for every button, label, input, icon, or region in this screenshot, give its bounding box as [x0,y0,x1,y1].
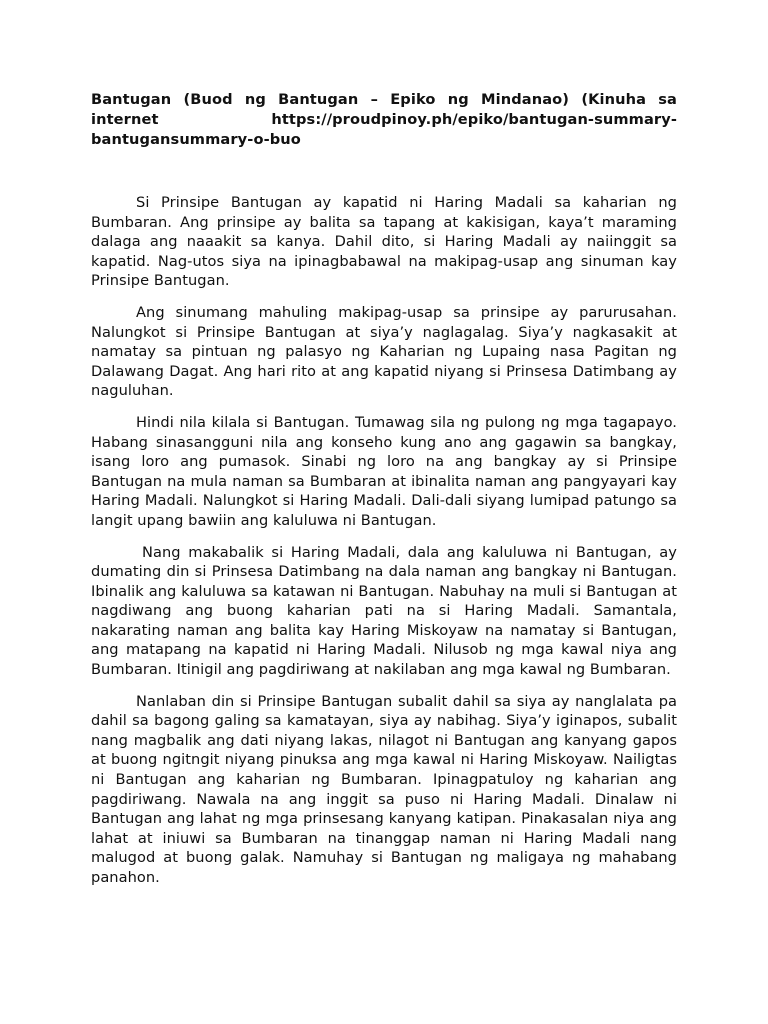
paragraph-2: Ang sinumang mahuling makipag-usap sa prinsipe ay parurusahan. Nalungkot si Prinsipe Bantugan at siya’y naglagalag. Siya’y nagkasakit at namatay sa pintuan ng palasyo ng Kaharian ng Lupaing nasa Pagitan ng Dalawang Dagat. Ang hari rito at ang kapatid niyang si Prinsesa Datimbang ay naguluhan. [91,303,677,400]
document-title: Bantugan (Buod ng Bantugan – Epiko ng Mindanao) (Kinuha sa internet https://proudpinoy.ph/epiko/bantugan-summary-bantugansummary-o-buo [91,91,677,148]
paragraph-1: Si Prinsipe Bantugan ay kapatid ni Haring Madali sa kaharian ng Bumbaran. Ang prinsipe ay balita sa tapang at kakisigan, kaya’t maraming dalaga ang naaakit sa kanya. Dahil dito, si Haring Madali ay naiinggit sa kapatid. Nag-utos siya na ipinagbabawal na makipag-usap ang sinuman kay Prinsipe Bantugan. [91,194,677,290]
document-body [91,193,677,888]
paragraph-3: Hindi nila kilala si Bantugan. Tumawag sila ng pulong ng mga tagapayo. Habang sinasangguni nila ang konseho kung ano ang gagawin sa bangkay, isang loro ang pumasok. Sinabi ng loro na ang bangkay ay si Prinsipe Bantugan na mula naman sa Bumbaran at ibinalita naman ang pangyayari kay Haring Madali. Nalungkot si Haring Madali. Dali-dali siyang lumipad patungo sa langit upang bawiin ang kaluluwa ni Bantugan. [91,413,677,529]
paragraph-4: Nang makabalik si Haring Madali, dala ang kaluluwa ni Bantugan, ay dumating din si Prinsesa Datimbang na dala naman ang bangkay ni Bantugan. Ibinalik ang kaluluwa sa katawan ni Bantugan. Nabuhay na muli si Bantugan at nagdiwang ang buong kaharian pati na si Haring Madali. Samantala, nakarating naman ang balita kay Haring Miskoyaw na namatay si Bantugan, ang matapang na kapatid ni Haring Madali. Nilusob ng mga kawal niya ang Bumbaran. Itinigil ang pagdiriwang at nakilaban ang mga kawal ng Bumbaran. [91,543,677,679]
paragraph-5: Nanlaban din si Prinsipe Bantugan subalit dahil sa siya ay nanglalata pa dahil sa bagong galing sa kamatayan, siya ay nabihag. Siya’y iginapos, subalit nang magbalik ang dati niyang lakas, nilagot ni Bantugan ang kanyang gapos at buong ngitngit niyang pinuksa ang mga kawal ni Haring Miskoyaw. Nailigtas ni Bantugan ang kaharian ng Bumbaran. Ipinagpatuloy ng kaharian ang pagdiriwang. Nawala na ang inggit sa puso ni Haring Madali. Dinalaw ni Bantugan ang lahat ng mga prinsesang kanyang katipan. Pinakasalan niya ang lahat at iniuwi sa Bumbaran na tinanggap naman ni Haring Madali nang malugod at buong galak. Namuhay si Bantugan ng maligaya ng mahabang panahon. [91,692,677,886]
document-content [91,90,677,900]
